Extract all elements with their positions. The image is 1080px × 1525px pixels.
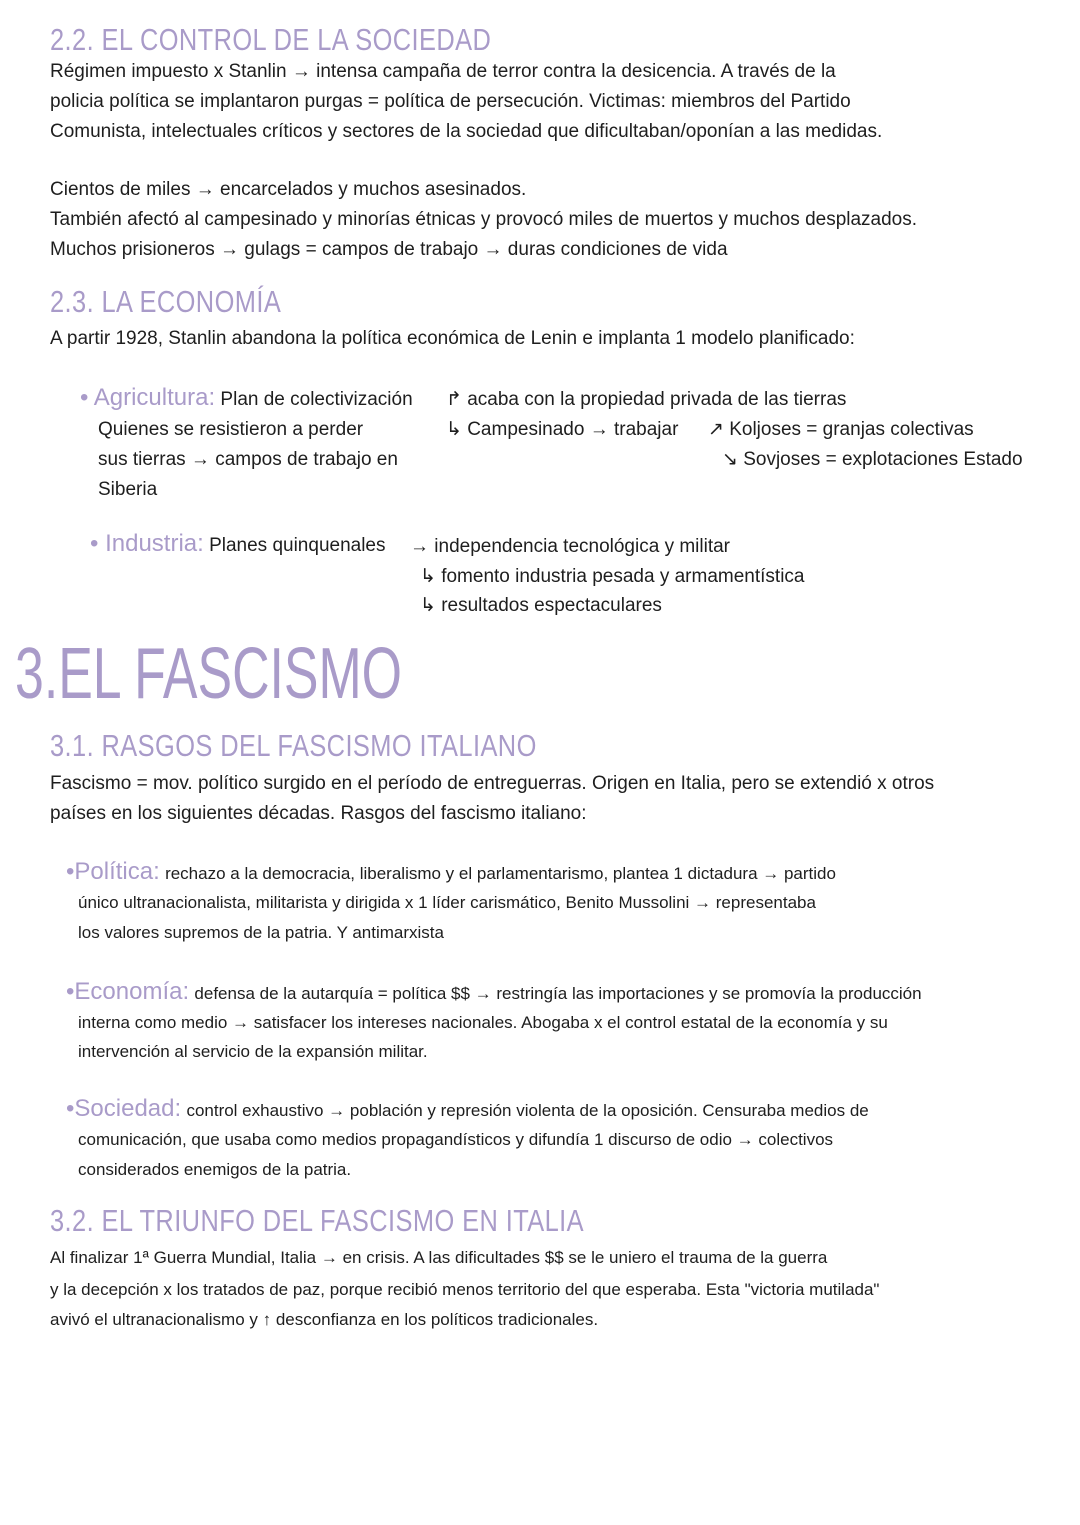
text-line: los valores supremos de la patria. Y antimarxista: [78, 923, 444, 942]
heading-2-3: 2.3. LA ECONOMÍA: [50, 284, 282, 319]
bullet-text: rechazo a la democracia, liberalismo y el parlamentarismo, plantea 1 dictadura → partido: [165, 864, 836, 883]
text-line: A partir 1928, Stanlin abandona la política económica de Lenin e implanta 1 modelo planificado:: [50, 328, 855, 349]
bullet-icon: •: [80, 384, 94, 411]
bullet-icon: •: [90, 530, 106, 557]
bullet-industria: [90, 532, 386, 558]
bullet-text: Plan de colectivización: [220, 389, 413, 410]
branch-line: ↳ Campesinado → trabajar: [446, 419, 679, 440]
text-line: intervención al servicio de la expansión militar.: [78, 1042, 428, 1061]
text-line: Fascismo = mov. político surgido en el período de entreguerras. Origen en Italia, pero se extendió x otros: [50, 773, 935, 794]
bullet-icon: •: [66, 1095, 75, 1122]
heading-3: 3.EL FASCISMO: [15, 634, 403, 714]
branch-line: ↳ fomento industria pesada y armamentística: [420, 566, 805, 587]
text-line: Quienes se resistieron a perder: [98, 419, 364, 440]
heading-3-1: 3.1. RASGOS DEL FASCISMO ITALIANO: [50, 728, 537, 763]
text-line: Comunista, intelectuales críticos y sectores de la sociedad que dificultaban/oponían a las medidas.: [50, 121, 883, 142]
text-line: Muchos prisioneros → gulags = campos de trabajo → duras condiciones de vida: [50, 239, 728, 260]
text-line: sus tierras → campos de trabajo en: [98, 449, 398, 470]
bullet-icon: •: [66, 978, 75, 1005]
text-line: interna como medio → satisfacer los intereses nacionales. Abogaba x el control estatal de la economía y su: [78, 1013, 888, 1032]
bullet-politica: [66, 860, 836, 886]
text-line: También afectó al campesinado y minorías étnicas y provocó miles de muertos y muchos desplazados.: [50, 209, 918, 230]
text-line: considerados enemigos de la patria.: [78, 1160, 352, 1179]
branch-line: ↱ acaba con la propiedad privada de las tierras: [446, 389, 847, 410]
bullet-sociedad: [66, 1097, 869, 1123]
heading-3-2: 3.2. EL TRIUNFO DEL FASCISMO EN ITALIA: [50, 1203, 584, 1238]
text-line: Siberia: [98, 479, 158, 500]
text-line: avivó el ultranacionalismo y ↑ desconfianza en los políticos tradicionales.: [50, 1310, 599, 1329]
branch-line: ↘ Sovjoses = explotaciones Estado: [722, 449, 1023, 470]
bullet-text: defensa de la autarquía = política $$ → restringía las importaciones y se promovía la producción: [194, 984, 922, 1003]
branch-line: ↳ resultados espectaculares: [420, 595, 662, 616]
bullet-icon: •: [66, 858, 75, 885]
text-line: países en los siguientes décadas. Rasgos del fascismo italiano:: [50, 803, 587, 824]
text-line: comunicación, que usaba como medios propagandísticos y difundía 1 discurso de odio → colectivos: [78, 1130, 834, 1149]
bullet-text: Planes quinquenales: [209, 535, 386, 556]
text-line: policia política se implantaron purgas = política de persecución. Victimas: miembros del Partido: [50, 91, 851, 112]
text-line: Régimen impuesto x Stanlin → intensa campaña de terror contra la desicencia. A través de la: [50, 61, 836, 82]
bullet-key: Política:: [74, 858, 160, 885]
branch-line: ↗ Koljoses = granjas colectivas: [708, 419, 974, 440]
bullet-key: Sociedad:: [74, 1095, 182, 1122]
branch-line: → independencia tecnológica y militar: [410, 536, 731, 557]
text-line: único ultranacionalista, militarista y dirigida x 1 líder carismático, Benito Mussolini → representaba: [78, 893, 816, 912]
text-line: Al finalizar 1ª Guerra Mundial, Italia → en crisis. A las dificultades $$ se le uniero el trauma de la guerra: [50, 1248, 828, 1267]
bullet-agricultura: [80, 386, 413, 412]
bullet-key: Industria:: [105, 530, 204, 557]
bullet-key: Agricultura:: [93, 384, 216, 411]
bullet-text: control exhaustivo → población y represión violenta de la oposición. Censuraba medios de: [186, 1101, 869, 1120]
bullet-economia: [66, 980, 922, 1006]
text-line: Cientos de miles → encarcelados y muchos asesinados.: [50, 179, 527, 200]
bullet-key: Economía:: [74, 978, 190, 1005]
text-line: y la decepción x los tratados de paz, porque recibió menos territorio del que esperaba. Esta "victoria mutilada": [50, 1280, 880, 1299]
heading-2-2: 2.2. EL CONTROL DE LA SOCIEDAD: [50, 22, 492, 57]
